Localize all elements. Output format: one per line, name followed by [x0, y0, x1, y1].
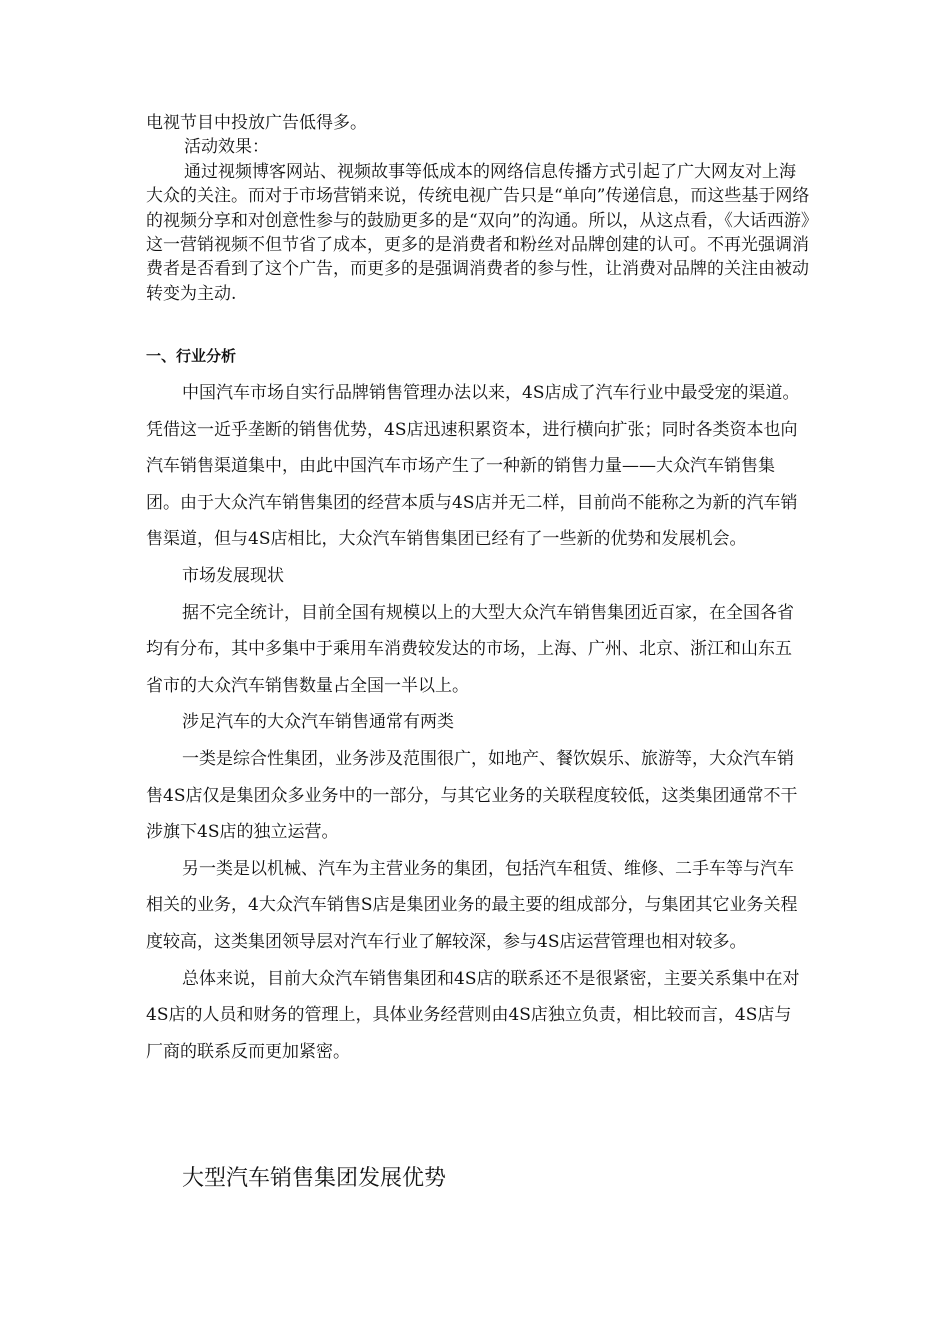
intro-line: 电视节目中投放广告低得多。 [146, 113, 367, 133]
paragraph-market-stats: 据不完全统计，目前全国有规模以上的大型大众汽车销售集团近百家，在全国各省均有分布，其中多集中于乘用车消费较发达的市场，上海、广州、北京、浙江和山东五省市的大众汽车销售数量占全国一半以上。 [146, 602, 794, 696]
campaign-effect-section [146, 111, 812, 306]
industry-analysis-heading: 一、行业分析 [146, 347, 237, 365]
paragraph-type-one: 一类是综合性集团，业务涉及范围很广，如地产、餐饮娱乐、旅游等，大众汽车销售4S店仅是集团众多业务中的一部分，与其它业务的关联程度较低，这类集团通常不干涉旗下4S店的独立运营。 [146, 748, 798, 843]
paragraph-channel-overview: 中国汽车市场自实行品牌销售管理办法以来，4S店成了汽车行业中最受宠的渠道。凭借这一近乎垄断的销售优势，4S店迅速积累资本，进行横向扩张；同时各类资本也向汽车销售渠道集中，由此中国汽车市场产生了一种新的销售力量——大众汽车销售集团。由于大众汽车销售集团的经营本质与4S店并无二样，目前尚不能称之为新的汽车销售渠道，但与4S店相比，大众汽车销售集团已经有了一些新的优势和发展机会。 [146, 383, 800, 550]
paragraph-summary: 总体来说，目前大众汽车销售集团和4S店的联系还不是很紧密，主要关系集中在对4S店的人员和财务的管理上，具体业务经营则由4S店独立负责，相比较而言，4S店与厂商的联系反而更加紧密。 [146, 968, 800, 1062]
effect-label: 活动效果： [184, 137, 269, 158]
industry-analysis-body [146, 375, 808, 1070]
effect-paragraph: 通过视频博客网站、视频故事等低成本的网络信息传播方式引起了广大网友对上海大众的关注。而对于市场营销来说，传统电视广告只是“单向”传递信息，而这些基于网络的视频分享和对创意性参与的鼓励更多的是“双向”的沟通。所以，从这点看，《大话西游》这一营销视频不但节省了成本，更多的是消费者和粉丝对品牌创建的认可。不再光强调消费者是否看到了这个广告，而更多的是强调消费者的参与性，让消费对品牌的关注由被动转变为主动. [146, 161, 810, 304]
subheading-two-types: 涉足汽车的大众汽车销售通常有两类 [182, 712, 454, 733]
development-advantages-heading: 大型汽车销售集团发展优势 [182, 1166, 447, 1191]
paragraph-type-two: 另一类是以机械、汽车为主营业务的集团，包括汽车租赁、维修、二手车等与汽车相关的业务，4大众汽车销售S店是集团业务的最主要的组成部分，与集团其它业务关程度较高，这类集团领导层对汽车行业了解较深，参与4S店运营管理也相对较多。 [146, 858, 798, 952]
subheading-market-status: 市场发展现状 [182, 565, 284, 586]
